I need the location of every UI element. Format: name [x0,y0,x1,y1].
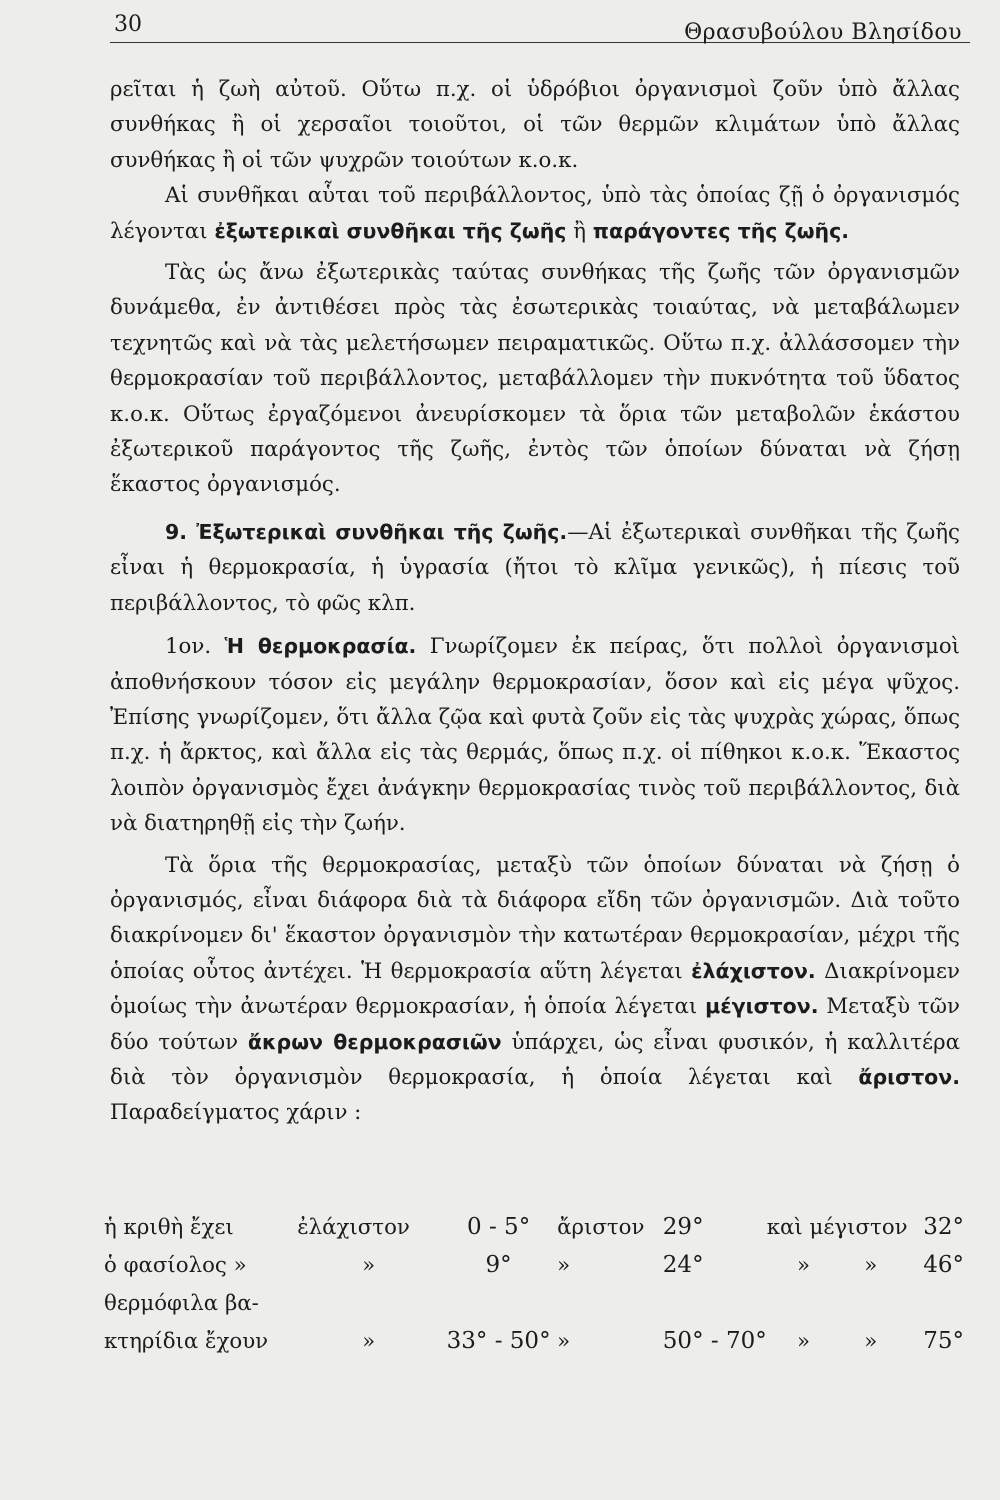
ditto-mark: » [864,1252,878,1278]
section-text: —Αἱ ἐξωτερικαὶ συνθῆκαι τῆς ζωῆς εἶναι ἡ θερμοκρασία, ἡ ὑγρασία (ἤτοι τὸ κλῖμα γενικῶς), ἡ πίεσις τοῦ περιβάλλοντος, τὸ φῶς κλπ. [110,519,960,616]
paragraph: Τὰς ὡς ἄνω ἐξωτερικὰς ταύτας συνθήκας τῆς ζωῆς τῶν ὀργανισμῶν δυνάμεθα, ἐν ἀντιθέσει πρὸς τὰς ἐσωτερικὰς τοιαύτας, νὰ μεταβάλωμεν τεχνητῶς καὶ νὰ τὰς μελετήσωμεν πειραματικῶς. Οὕτω π.χ. ἀλλάσσομεν τὴν θερμοκρασίαν τοῦ περιβάλλοντος, μεταβάλλομεν τὴν πυκνότητα τοῦ ὕδατος κ.ο.κ. Οὕτως ἐργαζόμενοι ἀνευρίσκομεν τὰ ὅρια τῶν μεταβολῶν ἑκάστου ἐξωτερικοῦ παράγοντος τῆς ζωῆς, ἐντὸς τῶν ὁποίων δύναται νὰ ζήσῃ ἕκαστος ὀργανισμός. [110,260,960,498]
min-label: » [362,1253,376,1277]
min-value: 9° [485,1252,512,1278]
text-run: ὑπάρχει, ὡς εἶναι φυσικόν, ἡ καλλιτέρα διὰ τὸν ὀργανισμὸν θερμοκρασία, ἡ ὁποία λέγεται καὶ [110,1029,960,1090]
text-run: Αἱ συνθῆκαι αὗται τοῦ περιβάλλοντος, ὑπὸ τὰς ὁποίας ζῇ ὁ ὀργανισμός λέγονται [110,183,960,244]
bold-term: ἐλάχιστον. [691,958,816,983]
opt-value: 24° [662,1252,704,1278]
bold-term: ἄριστον. [858,1064,960,1089]
max-label [767,1322,908,1360]
subsection-number: 1ον. [165,634,225,660]
subsection-heading: Ἡ θερμοκρασία. [224,634,417,659]
organism-name: θερμόφιλα βα- [104,1290,259,1316]
temperature-examples-table [104,1208,964,1360]
page-number: 30 [114,12,142,37]
page-body [110,72,960,1131]
ditto-mark: » [797,1252,811,1278]
min-value: 0 - 5° [467,1214,531,1240]
max-value: 46° [923,1252,964,1278]
ditto-mark: » [864,1328,878,1354]
organism-name-cont: κτηρίδια ἔχουν [104,1328,269,1354]
paragraph: ρεῖται ἡ ζωὴ αὐτοῦ. Οὕτω π.χ. οἱ ὑδρόβιοι ὀργανισμοὶ ζοῦν ὑπὸ ἄλλας συνθήκας ἢ οἱ χερσαῖοι τοιοῦτοι, οἱ τῶν θερμῶν κλιμάτων ὑπὸ ἄλλας συνθήκας ἢ οἱ τῶν ψυχρῶν τοιούτων κ.ο.κ. [110,77,960,173]
bold-term: παράγοντες τῆς ζωῆς. [592,218,850,243]
bold-term: ἄκρων θερμοκρασιῶν [247,1029,502,1054]
subsection-temperature [110,629,960,841]
bold-term: ἐξωτερικαὶ συνθῆκαι τῆς ζωῆς [214,218,567,243]
text-run: Παραδείγματος χάριν : [110,1100,362,1126]
opt-label: ἄριστον [557,1214,645,1240]
text-run: Μεταξὺ τῶν δύο τούτων [110,994,960,1055]
text-run: ἢ [566,218,593,244]
ditto-mark: » [797,1328,811,1354]
min-label: ἐλάχιστον [297,1214,410,1240]
paragraph [110,178,960,249]
table-row [104,1208,964,1246]
bold-term: μέγιστον. [705,994,819,1019]
organism-name: ἡ κριθὴ ἔχει [104,1214,234,1240]
opt-value: 29° [662,1214,704,1240]
page-header [110,8,970,43]
text-run: Διακρίνομεν ὁμοίως τὴν ἀνωτέραν θερμοκρασίαν, ἡ ὁποία λέγεται [110,958,960,1020]
subsection-text: Γνωρίζομεν ἐκ πείρας, ὅτι πολλοὶ ὀργανισμοὶ ἀποθνήσκουν τόσον εἰς μεγάλην θερμοκρασίαν, ὅσον καὶ εἰς μέγα ψῦχος. Ἐπίσης γνωρίζομεν, ὅτι ἄλλα ζῷα καὶ φυτὰ ζοῦν εἰς τὰς ψυχρὰς χώρας, ὅπως π.χ. ἡ ἄρκτος, καὶ ἄλλα εἰς τὰς θερμάς, ὅπως π.χ. οἱ πίθηκοι κ.ο.κ. Ἕκαστος λοιπὸν ὀργανισμὸς ἔχει ἀνάγκην θερμοκρασίας τινὸς τοῦ περιβάλλοντος, διὰ νὰ διατηρηθῇ εἰς τὴν ζωήν. [110,634,960,837]
max-label [767,1246,908,1284]
opt-value: 50° - 70° [662,1328,767,1354]
table-row [104,1322,964,1360]
opt-label: » [557,1252,571,1278]
table-row [104,1246,964,1284]
section-heading: 9. Ἐξωτερικαὶ συνθῆκαι τῆς ζωῆς. [165,519,568,544]
section-9 [110,515,960,621]
paragraph [110,848,960,1131]
max-value: 75° [923,1328,964,1354]
organism-name: ὁ φασίολος » [104,1252,247,1278]
running-title: Θρασυβούλου Βλησίδου [684,20,962,45]
min-label: » [362,1329,376,1353]
min-value: 33° - 50° [446,1328,551,1354]
table-row [104,1284,964,1322]
max-value: 32° [923,1214,964,1240]
max-label: καὶ μέγιστον [766,1214,908,1240]
text-run: Τὰ ὅρια τῆς θερμοκρασίας, μεταξὺ τῶν ὁποίων δύναται νὰ ζήσῃ ὁ ὀργανισμός, εἶναι διάφορα διὰ τὰ διάφορα εἴδη τῶν ὀργανισμῶν. Διὰ τοῦτο διακρίνομεν δι' ἕκαστον ὀργανισμὸν τὴν κατωτέραν θερμοκρασίαν, μέχρι τῆς ὁποίας οὗτος ἀντέχει. Ἡ θερμοκρασία αὕτη λέγεται [110,852,960,984]
opt-label: » [557,1328,571,1354]
